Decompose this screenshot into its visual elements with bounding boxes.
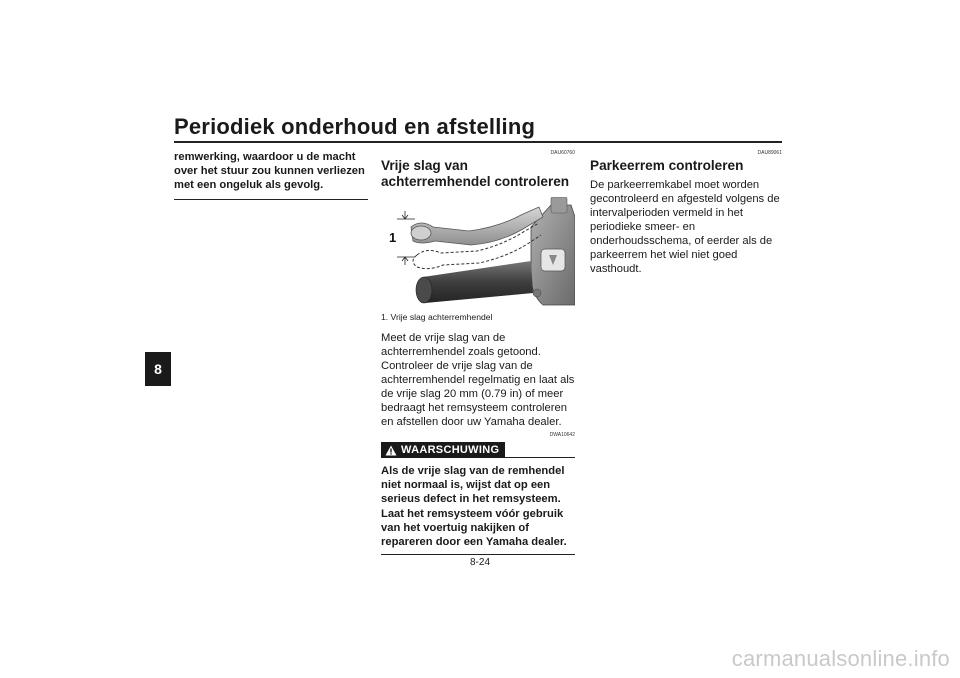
column-3 bbox=[590, 150, 782, 276]
section-code: DAU60760 bbox=[550, 150, 575, 156]
page-number: 8-24 bbox=[469, 557, 490, 568]
page-title: Periodiek onderhoud en afstelling bbox=[174, 114, 536, 139]
warning-header bbox=[381, 442, 575, 458]
warning-end-rule bbox=[381, 554, 575, 555]
warning-continuation-text: remwerking, waardoor u de macht over het stuur zou kunnen verliezen met een ongeluk als gevolg. bbox=[174, 151, 365, 192]
warning-code: DWA10642 bbox=[549, 432, 575, 438]
warning-text: Als de vrije slag van de remhendel niet normaal is, wijst dat op een serieus defect in het remsysteem. Laat het remsysteem vóór gebruik van het voertuig nakijken of repareren door een Yamaha dealer. bbox=[381, 465, 567, 549]
column-1 bbox=[174, 150, 368, 200]
figure-caption: 1. Vrije slag achterremhendel bbox=[381, 312, 493, 322]
column-2 bbox=[381, 150, 575, 555]
section-body: Meet de vrije slag van de achterremhendel zoals getoond. Controleer de vrije slag van de achterremhendel regelmatig en laat als de vrije slag 20 mm (0.79 in) of meer bedraagt het remsysteem controleren en afstellen door uw Yamaha dealer. bbox=[381, 332, 575, 428]
brake-lever-figure bbox=[381, 197, 575, 309]
section-code: DAU89061 bbox=[757, 150, 782, 156]
section-heading: Vrije slag van achterremhendel controleren bbox=[381, 158, 570, 189]
chapter-tab: 8 bbox=[145, 352, 171, 386]
warning-badge bbox=[381, 442, 505, 458]
brake-lever-illustration bbox=[381, 197, 575, 309]
warning-label: WAARSCHUWING bbox=[401, 444, 500, 456]
title-rule bbox=[174, 141, 782, 143]
warning-triangle-icon bbox=[385, 445, 397, 456]
section-body: De parkeerremkabel moet worden gecontroleerd en afgesteld volgens de intervalperioden vermeld in het periodieke smeer- en onderhoudsschema, of eerder als de parkeerrem het wiel niet goed vasthoudt. bbox=[590, 178, 780, 275]
warning-end-rule bbox=[174, 199, 368, 200]
section-heading: Parkeerrem controleren bbox=[590, 158, 744, 173]
figure-callout-label: 1 bbox=[389, 230, 397, 245]
watermark: carmanualsonline.info bbox=[731, 646, 950, 671]
